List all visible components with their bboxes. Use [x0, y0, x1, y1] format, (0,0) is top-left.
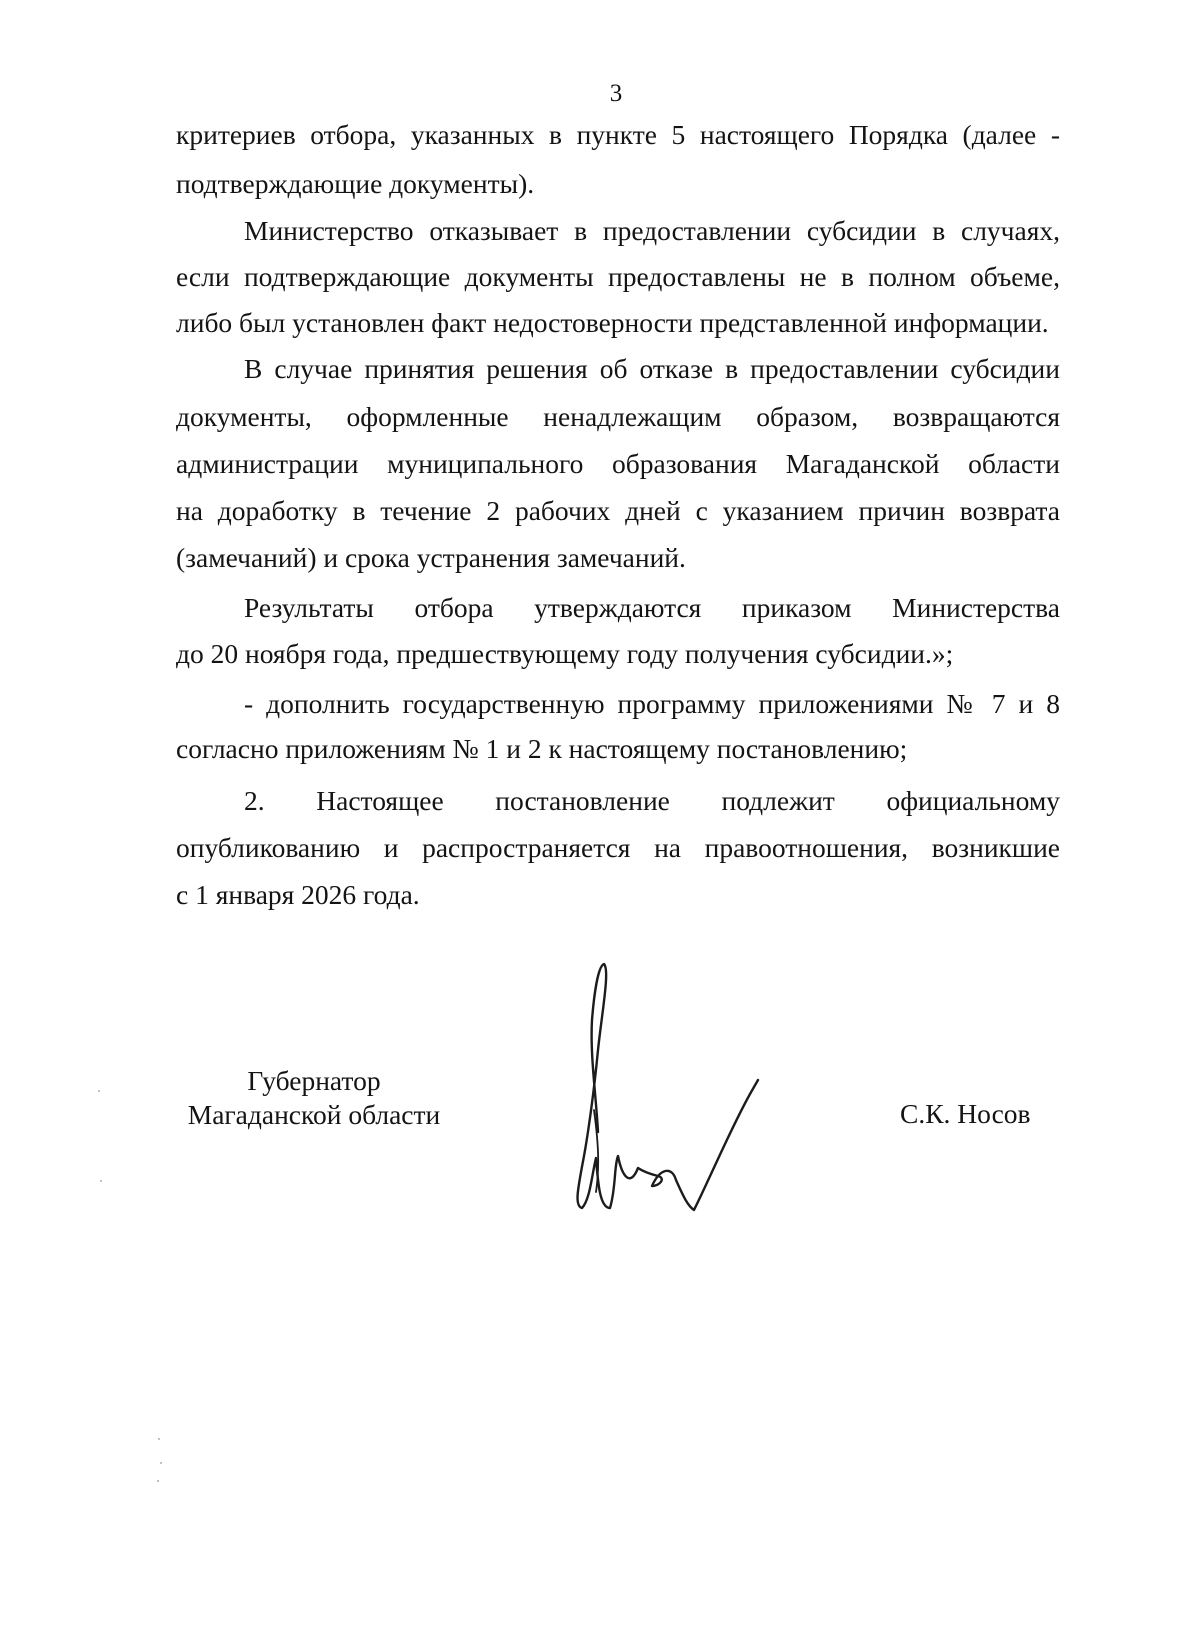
- text-line: подтверждающие документы).: [176, 168, 535, 199]
- scan-speck: [100, 1180, 102, 1182]
- text-line: до 20 ноября года, предшествующему году получения субсидии.»;: [176, 638, 954, 669]
- text-line: согласно приложениям № 1 и 2 к настоящему постановлению;: [176, 733, 908, 764]
- handwritten-signature: [568, 960, 768, 1220]
- signatory-position-title: Губернатор: [247, 1065, 381, 1096]
- page-number: 3: [609, 80, 623, 107]
- signatory-name: С.К. Носов: [900, 1098, 1031, 1129]
- text-line: 2. Настоящее постановление подлежит официальному: [244, 785, 1060, 816]
- text-line: если подтверждающие документы предоставлены не в полном объеме,: [176, 261, 1060, 292]
- scan-speck: [98, 1090, 100, 1092]
- text-line: на доработку в течение 2 рабочих дней с указанием причин возврата: [176, 495, 1060, 526]
- text-line: Министерство отказывает в предоставлении субсидии в случаях,: [244, 215, 1060, 246]
- text-line: (замечаний) и срока устранения замечаний.: [176, 542, 686, 573]
- text-line: Результаты отбора утверждаются приказом Министерства: [244, 592, 1060, 623]
- text-line: В случае принятия решения об отказе в предоставлении субсидии: [244, 353, 1060, 384]
- text-line: критериев отбора, указанных в пункте 5 настоящего Порядка (далее -: [176, 119, 1060, 150]
- text-line: - дополнить государственную программу приложениями № 7 и 8: [244, 688, 1060, 719]
- text-line: опубликованию и распространяется на правоотношения, возникшие: [176, 832, 1060, 863]
- text-line: документы, оформленные ненадлежащим образом, возвращаются: [176, 401, 1060, 432]
- text-line: либо был установлен факт недостоверности представленной информации.: [176, 307, 1049, 338]
- text-line: с 1 января 2026 года.: [176, 879, 420, 910]
- text-line: администрации муниципального образования Магаданской области: [176, 448, 1060, 479]
- signatory-position-region: Магаданской области: [187, 1099, 441, 1130]
- scan-speck: [160, 1462, 162, 1464]
- scan-speck: [158, 1438, 160, 1440]
- scan-speck: [157, 1480, 159, 1482]
